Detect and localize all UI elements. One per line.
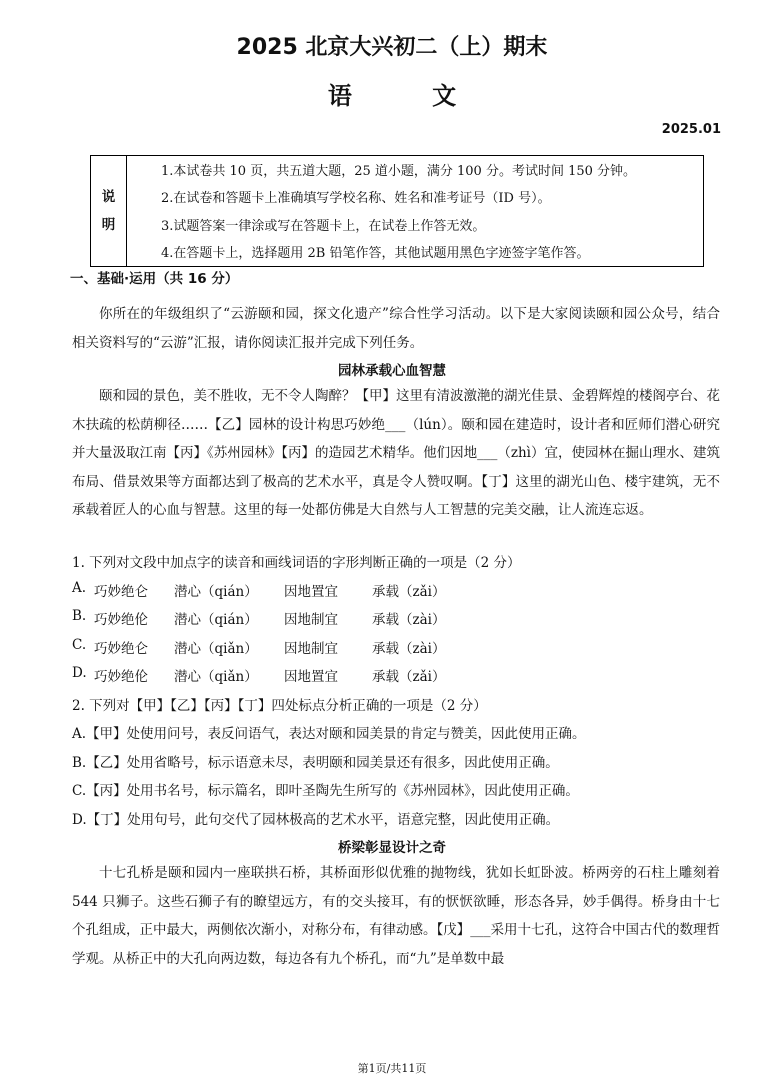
page-footer: 第1页/共11页 — [357, 1062, 427, 1075]
section-heading: 一、基础·运用（共 16 分） — [70, 271, 239, 287]
passage-gardens: 颐和园的景色，美不胜收，无不令人陶醉？【甲】这里有清波激滟的湖光佳景、金碧辉煌的楼阁亭台、花木扶疏的松荫柳径……【乙】园林的设计构思巧妙绝___（lún）。颐和园在建造时，设计者和匠师们潜心研究并大量汲取江南【丙】《苏州园林》【丙】的造园艺术精华。他们因地___（zhì）宜，使园林在掘山理水、建筑布局、借景效果等方面都达到了极高的艺术水平，真是令人赞叹啊。【丁】这里的湖光山色、楼宇建筑，无不承载着匠人的心血与智慧。这里的每一处都仿佛是大自然与人工智慧的完美交融，让人流连忘返。 — [72, 388, 720, 518]
subheading-bridge: 桥梁彰显设计之奇 — [338, 840, 446, 856]
intro-paragraph: 你所在的年级组织了“云游颐和园，探文化遗产”综合性学习活动。以下是大家阅读颐和园公众号，结合相关资料写的“云游”汇报，请你阅读汇报并完成下列任务。 — [72, 306, 720, 351]
question-2-option-c[interactable]: C.【丙】处用书名号，标示篇名，即叶圣陶先生所写的《苏州园林》，因此使用正确。 — [72, 783, 579, 799]
instructions-label: 说 明 — [91, 156, 127, 266]
question-2-option-d[interactable]: D.【丁】处用句号，此句交代了园林极高的艺术水平，语意完整，因此使用正确。 — [72, 812, 560, 828]
question-2-stem: 2. 下列对【甲】【乙】【丙】【丁】四处标点分析正确的一项是（2 分） — [72, 698, 487, 714]
question-1-stem: 1. 下列对文段中加点字的读音和画线词语的字形判断正确的一项是（2 分） — [72, 555, 521, 571]
instruction-item: 4.在答题卡上，选择题用 2B 铅笔作答，其他试题用黑色字迹签字笔作答。 — [161, 245, 590, 261]
subheading-gardens: 园林承载心血智慧 — [338, 363, 446, 379]
instruction-item: 3.试题答案一律涂或写在答题卡上，在试卷上作答无效。 — [161, 218, 486, 234]
instructions-box — [90, 155, 704, 267]
exam-date: 2025.01 — [661, 122, 721, 137]
passage-bridge: 十七孔桥是颐和园内一座联拱石桥，其桥面形似优雅的抛物线，犹如长虹卧波。桥两旁的石柱上雕刻着 544 只狮子。这些石狮子有的瞭望远方，有的交头接耳，有的恹恹欲睡，形态各异，妙手偶得。桥身由十七个孔组成，正中最大，两侧依次渐小，对称分布，有律动感。【戊】___采用十七孔，这符合中国古代的数理哲学观。从桥正中的大孔向两边数，每边各有九个桥孔，而“九”是单数中最 — [72, 865, 720, 967]
instruction-item: 1.本试卷共 10 页，共五道大题，25 道小题，满分 100 分。考试时间 150 分钟。 — [161, 164, 637, 179]
document-title: 2025 北京大兴初二（上）期末 — [236, 35, 548, 60]
subject-title: 语 文 — [327, 82, 493, 110]
question-2-option-b[interactable]: B.【乙】处用省略号，标示语意未尽，表明颐和园美景还有很多，因此使用正确。 — [72, 755, 559, 771]
instruction-item: 2.在试卷和答题卡上准确填写学校名称、姓名和准考证号（ID 号）。 — [161, 191, 551, 207]
question-2-option-a[interactable]: A.【甲】处使用问号，表反问语气，表达对颐和园美景的肯定与赞美，因此使用正确。 — [72, 726, 586, 742]
